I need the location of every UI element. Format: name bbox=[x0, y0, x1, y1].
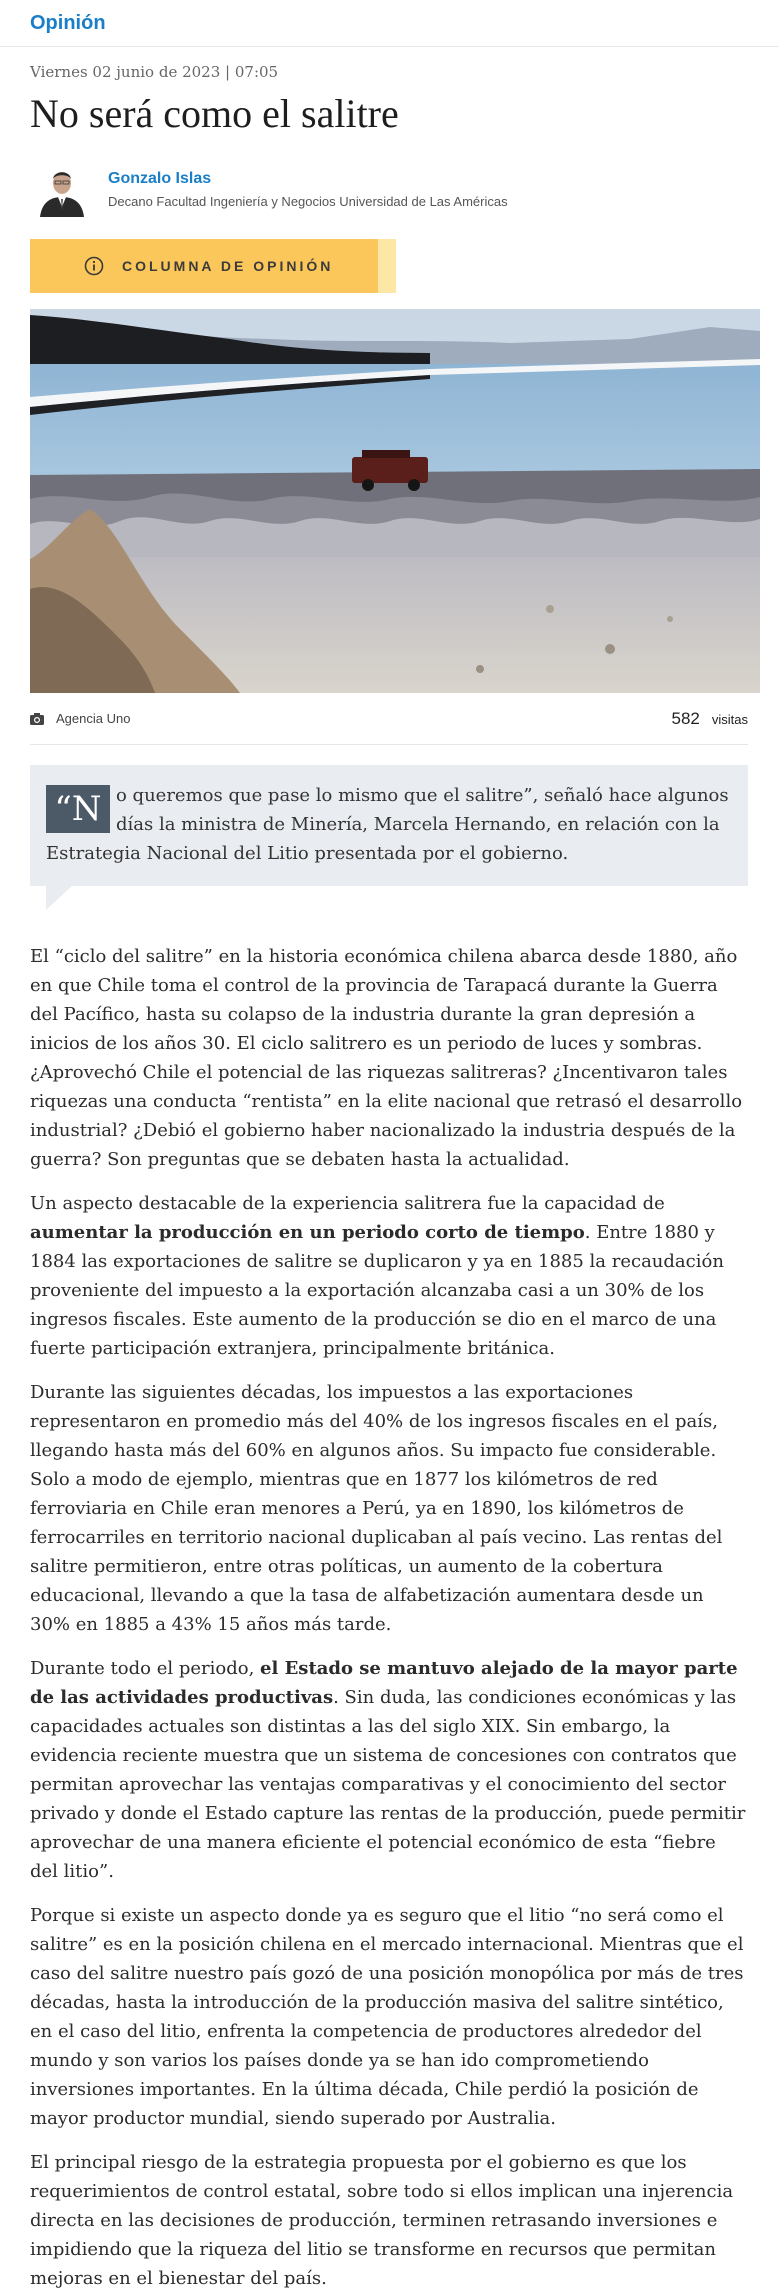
article-date: Viernes 02 junio de 2023 | 07:05 bbox=[30, 63, 279, 81]
drop-cap: “N bbox=[46, 785, 110, 833]
paragraph-2-text-b: . Entre 1880 y 1884 las exportaciones de salitre se duplicaron y ya en 1885 la recaudación proveniente del impuesto a la exportación alcanzaba casi a un 30% de los ingresos fiscales. Este aumento de la producción se dio en el marco de una fuerte participación extranjera, principalmente británica. bbox=[30, 1222, 724, 1359]
paragraph-1: El “ciclo del salitre” en la historia económica chilena abarca desde 1880, año en que Chile toma el control de la provincia de Tarapacá durante la Guerra del Pacífico, hasta su colapso de la industria durante la gran depresión a inicios de los años 30. El ciclo salitrero es un periodo de luces y sombras. ¿Aprovechó Chile el potencial de las riquezas salitreras? ¿Incentivaron tales riquezas una conducta “rentista” en la elite nacional que retrasó el desarrollo industrial? ¿Debió el gobierno haber nacionalizado la industria después de la guerra? Son preguntas que se debaten hasta la actualidad. bbox=[30, 946, 743, 1170]
paragraph-3: Durante las siguientes décadas, los impuestos a las exportaciones representaron en promedio más del 40% de los ingresos fiscales en el país, llegando hasta más del 60% en algunos años. Su impacto fue considerable. Solo a modo de ejemplo, mientras que en 1877 los kilómetros de red ferroviaria en Chile eran menores a Perú, ya en 1890, los kilómetros de ferrocarriles en territorio nacional duplicaban al país vecino. Las rentas del salitre permitieron, entre otras políticas, un aumento de la cobertura educacional, llevando a que la tasa de alfabetización aumentara desde un 30% en 1885 a 43% 15 años más tarde. bbox=[30, 1382, 723, 1635]
paragraph-2-text-a: Un aspecto destacable de la experiencia salitrera fue la capacidad de bbox=[30, 1193, 665, 1214]
paragraph-2-bold: aumentar la producción en un periodo corto de tiempo bbox=[30, 1222, 585, 1243]
author-block bbox=[30, 161, 748, 217]
section-link-opinion[interactable]: Opinión bbox=[30, 12, 106, 34]
author-avatar[interactable] bbox=[34, 161, 90, 217]
paragraph-6: El principal riesgo de la estrategia propuesta por el gobierno es que los requerimientos de control estatal, sobre todo si ellos implican una injerencia directa en las decisiones de producción, terminen retrasando inversiones e impidiendo que la riqueza del litio se transforme en recursos que permitan mejoras en el bienestar del país. bbox=[30, 2152, 734, 2289]
badge-tail bbox=[378, 239, 396, 293]
visits-counter bbox=[672, 709, 749, 729]
paragraph-4 bbox=[30, 1654, 748, 1886]
section-header bbox=[0, 0, 778, 47]
paragraph-5: Porque si existe un aspecto donde ya es seguro que el litio “no será como el salitre” es en la posición chilena en el mercado internacional. Mientras que el caso del salitre nuestro país gozó de una posición monopólica por más de tres décadas, hasta la introducción de la producción masiva del salitre sintético, en el caso del litio, enfrenta la competencia de productores alrededor del mundo y son varios los países donde ya se han ido comprometiendo inversiones importantes. En la última década, Chile perdió la posición de mayor productor mundial, siendo superado por Australia. bbox=[30, 1905, 744, 2129]
paragraph-4-text-b: . Sin duda, las condiciones económicas y las capacidades actuales son distintas a las del siglo XIX. Sin embargo, la evidencia reciente muestra que un sistema de concesiones con contratos que permitan aprovechar las ventajas comparativas y el conocimiento del sector privado y donde el Estado capture las rentas de la producción, puede permitir aprovechar de una manera eficiente el potencial económico de esta “fiebre del litio”. bbox=[30, 1687, 746, 1882]
photo-meta bbox=[30, 693, 748, 745]
paragraph-4-bold: el Estado se mantuvo alejado de la mayor parte de las actividades productivas bbox=[30, 1658, 738, 1708]
info-circle-icon bbox=[84, 256, 104, 276]
photo-credit bbox=[30, 711, 130, 726]
visits-count: 582 bbox=[671, 708, 700, 728]
camera-icon bbox=[30, 713, 44, 725]
photo-credit-text: Agencia Uno bbox=[56, 711, 131, 726]
paragraph-2 bbox=[30, 1189, 748, 1363]
article-title: No será como el salitre bbox=[30, 91, 399, 136]
opinion-column-badge bbox=[30, 239, 396, 293]
article-body bbox=[30, 942, 748, 2293]
author-role: Decano Facultad Ingeniería y Negocios Universidad de Las Américas bbox=[108, 193, 508, 209]
quote-tail bbox=[46, 886, 72, 910]
article-photo bbox=[30, 309, 760, 693]
badge-label: COLUMNA DE OPINIÓN bbox=[122, 258, 334, 274]
article-container bbox=[0, 63, 778, 2293]
lead-quote bbox=[30, 765, 748, 886]
visits-label: visitas bbox=[711, 711, 748, 727]
lead-text: o queremos que pase lo mismo que el salitre”, señaló hace algunos días la ministra de Minería, Marcela Hernando, en relación con la Estrategia Nacional del Litio presentada por el gobierno. bbox=[46, 785, 729, 864]
author-name-link[interactable]: Gonzalo Islas bbox=[108, 169, 212, 187]
badge-main bbox=[30, 239, 378, 293]
paragraph-4-text-a: Durante todo el periodo, bbox=[30, 1658, 261, 1679]
